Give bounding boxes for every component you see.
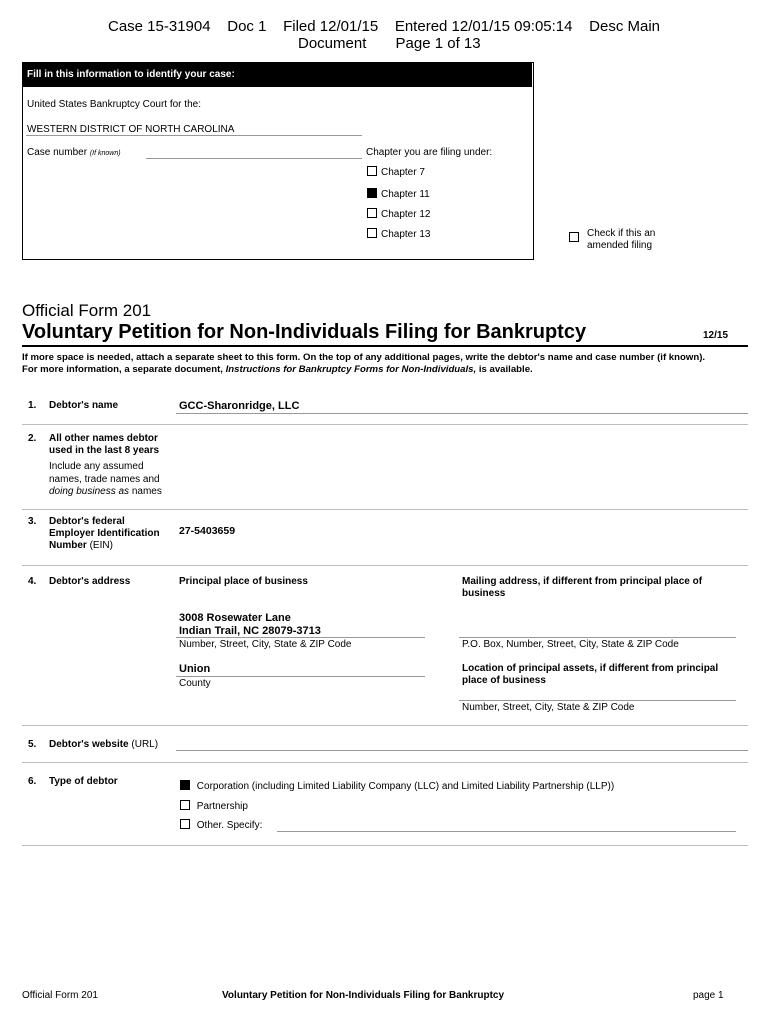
- amended-checkbox-wrap[interactable]: [569, 228, 583, 246]
- mailing-address-header-line1: Mailing address, if different from principal place of: [462, 576, 703, 587]
- instructions-line2: For more information, a separate document, Instructions for Bankruptcy Forms for Non-Individuals, is available.: [22, 364, 533, 375]
- county-caption: County: [179, 678, 211, 689]
- footer-page-number: page 1: [693, 990, 724, 1001]
- item-3-label-line1: Debtor's federal: [49, 516, 125, 527]
- street-value: 3008 Rosewater Lane: [179, 612, 291, 624]
- other-checkbox[interactable]: [180, 819, 190, 829]
- instructions-line1: If more space is needed, attach a separate sheet to this form. On the top of any additional pages, write the debtor's name and case number (if known).: [22, 352, 706, 363]
- mailing-address-field[interactable]: [459, 637, 736, 638]
- principal-address-field[interactable]: [176, 637, 425, 638]
- case-header-line2: Document Page 1 of 13: [298, 35, 481, 52]
- case-number-label: Case number (If known): [27, 147, 121, 158]
- city-state-zip-value: Indian Trail, NC 28079-3713: [179, 625, 321, 637]
- identify-case-box: [22, 62, 534, 260]
- case-header-line1: Case 15-31904 Doc 1 Filed 12/01/15 Entered 12/01/15 09:05:14 Desc Main: [108, 18, 661, 35]
- divider: [22, 845, 748, 846]
- divider: [22, 762, 748, 763]
- chapter-13-checkbox[interactable]: [367, 228, 377, 238]
- other-specify-field[interactable]: [277, 831, 736, 832]
- form-version: 12/15: [703, 330, 729, 341]
- assets-header-line1: Location of principal assets, if different from principal: [462, 663, 719, 674]
- item-2-label-line1: All other names debtor: [49, 433, 158, 444]
- assets-location-field[interactable]: [459, 700, 736, 701]
- item-1-number: 1.: [28, 400, 37, 411]
- chapter-label: Chapter you are filing under:: [366, 147, 493, 158]
- assets-header-line2: place of business: [462, 675, 546, 686]
- item-5-label: Debtor's website (URL): [49, 739, 159, 750]
- amended-checkbox[interactable]: [569, 232, 579, 242]
- item-1-label: Debtor's name: [49, 400, 119, 411]
- divider: [22, 509, 748, 510]
- county-value: Union: [179, 663, 211, 675]
- form-title: Voluntary Petition for Non-Individuals Filing for Bankruptcy: [22, 321, 587, 343]
- partnership-checkbox[interactable]: [180, 800, 190, 810]
- footer-form-name: Official Form 201: [22, 990, 98, 1001]
- debtor-name-value: GCC-Sharonridge, LLC: [179, 400, 300, 412]
- assets-location-caption: Number, Street, City, State & ZIP Code: [462, 702, 635, 713]
- item-3-label-line2: Employer Identification: [49, 528, 160, 539]
- county-field[interactable]: [176, 676, 425, 677]
- chapter-11-checkbox[interactable]: [367, 188, 377, 198]
- debtor-type-other-option[interactable]: Other. Specify:: [180, 819, 262, 831]
- item-2-label-line2: used in the last 8 years: [49, 445, 160, 456]
- chapter-12-checkbox[interactable]: [367, 208, 377, 218]
- ein-value: 27-5403659: [179, 525, 236, 537]
- divider: [22, 725, 748, 726]
- principal-place-header: Principal place of business: [179, 576, 308, 587]
- debtor-type-corporation-option[interactable]: Corporation (including Limited Liability Company (LLC) and Limited Liability Partnership (LLP)): [180, 780, 614, 792]
- chapter-12-option[interactable]: Chapter 12: [367, 208, 430, 220]
- debtor-type-partnership-option[interactable]: Partnership: [180, 800, 248, 812]
- mailing-address-header-line2: business: [462, 588, 506, 599]
- amended-label-line2: amended filing: [587, 240, 653, 251]
- item-6-number: 6.: [28, 776, 37, 787]
- chapter-7-option[interactable]: Chapter 7: [367, 166, 425, 178]
- item-4-number: 4.: [28, 576, 37, 587]
- item-2-number: 2.: [28, 433, 37, 444]
- district-value: WESTERN DISTRICT OF NORTH CAROLINA: [27, 124, 235, 135]
- item-2-help-line3: doing business as names: [49, 486, 162, 497]
- case-number-field[interactable]: [146, 158, 362, 159]
- debtor-name-field[interactable]: [176, 413, 748, 414]
- chapter-11-option[interactable]: Chapter 11: [367, 188, 430, 200]
- principal-address-caption: Number, Street, City, State & ZIP Code: [179, 639, 352, 650]
- item-5-number: 5.: [28, 739, 37, 750]
- item-2-help-line1: Include any assumed: [49, 461, 144, 472]
- divider: [22, 565, 748, 566]
- court-label: United States Bankruptcy Court for the:: [27, 99, 201, 110]
- identify-case-banner: Fill in this information to identify your case:: [23, 63, 532, 87]
- form-name: Official Form 201: [22, 301, 152, 320]
- item-6-label: Type of debtor: [49, 776, 118, 787]
- corporation-checkbox[interactable]: [180, 780, 190, 790]
- title-rule: [22, 345, 748, 347]
- item-2-help-line2: names, trade names and: [49, 474, 160, 485]
- district-underline: [26, 135, 362, 136]
- chapter-7-checkbox[interactable]: [367, 166, 377, 176]
- divider: [22, 424, 748, 425]
- chapter-13-option[interactable]: Chapter 13: [367, 228, 430, 240]
- item-4-label: Debtor's address: [49, 576, 131, 587]
- item-3-number: 3.: [28, 516, 37, 527]
- mailing-address-caption: P.O. Box, Number, Street, City, State & ZIP Code: [462, 639, 679, 650]
- footer-form-title: Voluntary Petition for Non-Individuals Filing for Bankruptcy: [222, 990, 505, 1001]
- website-field[interactable]: [176, 750, 748, 751]
- amended-label-line1: Check if this an: [587, 228, 656, 239]
- item-3-label-line3: Number (EIN): [49, 540, 113, 551]
